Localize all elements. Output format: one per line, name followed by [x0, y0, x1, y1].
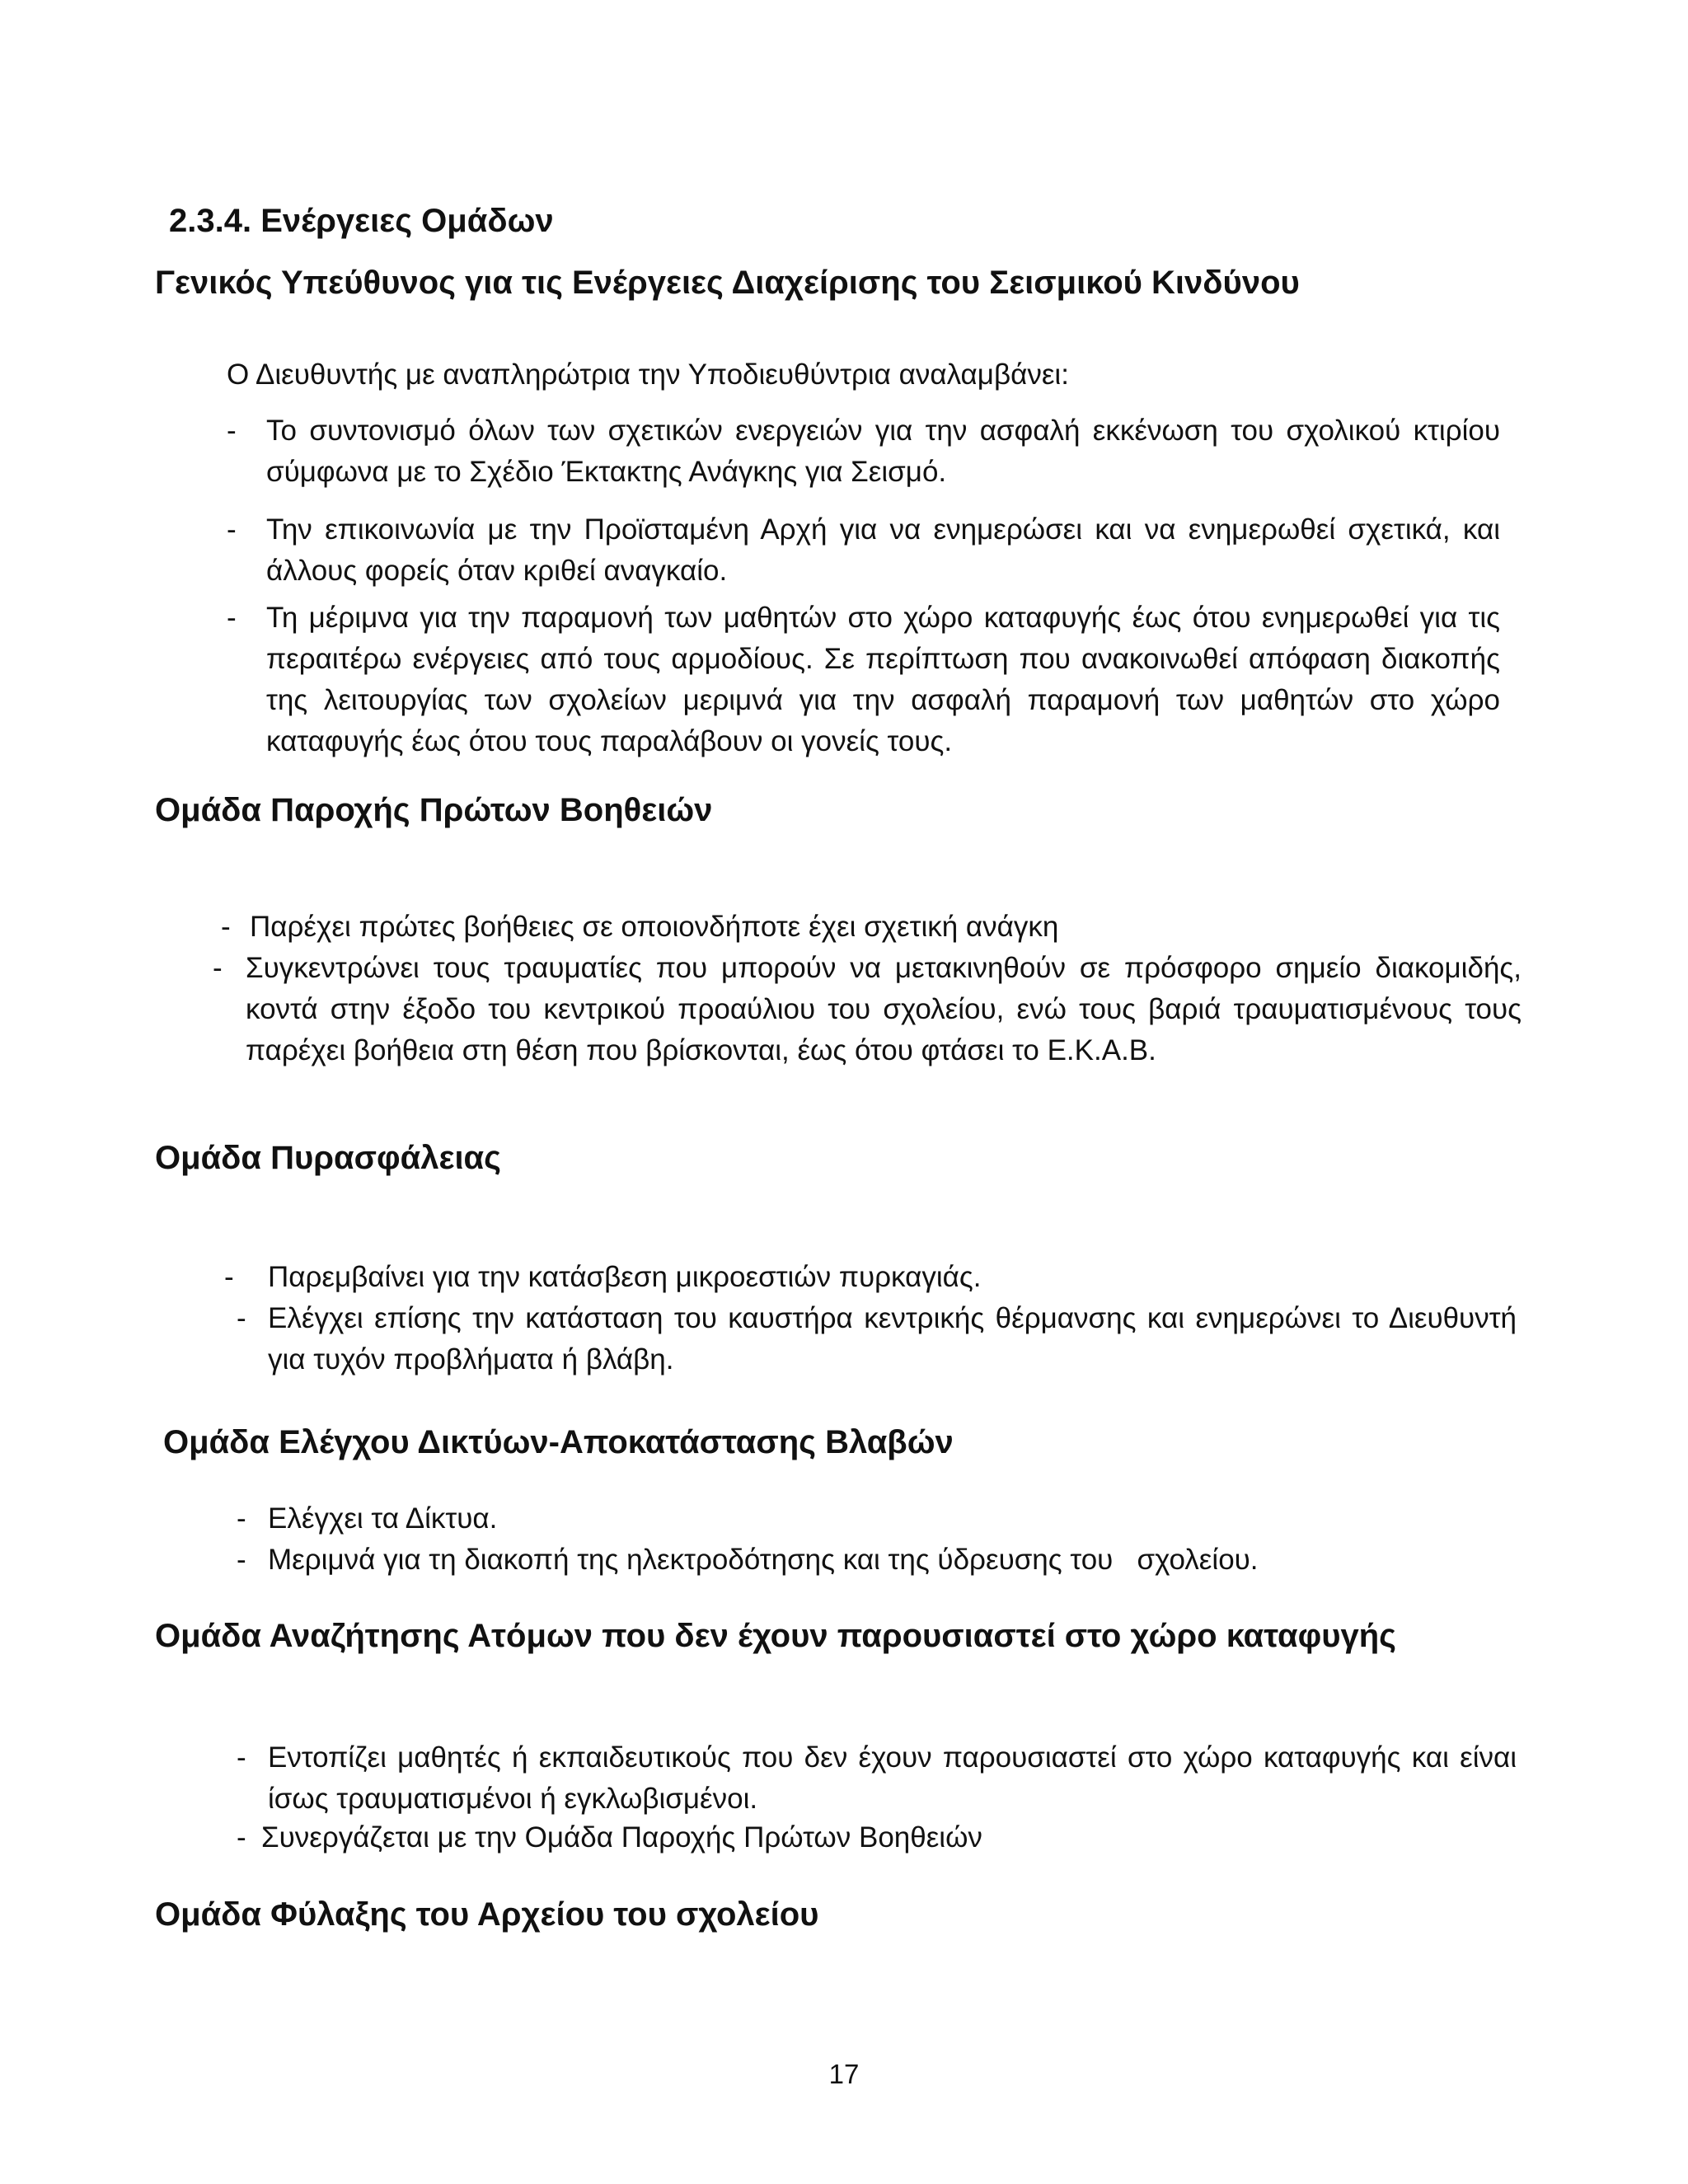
list-item-text: Ελέγχει τα Δίκτυα.	[268, 1502, 498, 1535]
list-item	[237, 1540, 1517, 1581]
general-intro: Ο Διευθυντής με αναπληρώτρια την Υποδιευθύντρια αναλαμβάνει:	[227, 359, 1069, 391]
bullet-dash: -	[237, 1544, 246, 1576]
fire-safety-heading: Ομάδα Πυρασφάλειας	[155, 1140, 501, 1176]
list-item	[213, 948, 1522, 1113]
list-item	[237, 1498, 1517, 1540]
bullet-dash: -	[237, 1302, 246, 1334]
list-item-text: Μεριμνά για τη διακοπή της ηλεκτροδότησης και της ύδρευσης του σχολείου.	[268, 1544, 1259, 1576]
first-aid-heading: Ομάδα Παροχής Πρώτων Βοηθειών	[155, 792, 713, 828]
list-item-text: Συνεργάζεται με την Ομάδα Παροχής Πρώτων Βοηθειών	[261, 1821, 982, 1854]
list-item	[227, 598, 1500, 762]
bullet-dash: -	[237, 1821, 246, 1854]
list-item-text: Το συντονισμό όλων των σχετικών ενεργειών για την ασφαλή εκκένωση του σχολικού κτιρίου σύμφωνα με το Σχέδιο Έκτακτης Ανάγκης για Σεισμό.	[266, 415, 1500, 488]
list-item	[224, 1257, 1517, 1298]
bullet-dash: -	[227, 513, 237, 546]
list-item-text: Την επικοινωνία με την Προϊσταμένη Αρχή για να ενημερώσει και να ενημερωθεί σχετικά, και άλλους φορείς όταν κριθεί αναγκαίο.	[266, 513, 1500, 587]
list-item	[227, 410, 1500, 493]
list-item	[237, 1298, 1517, 1380]
list-item-text: Συγκεντρώνει τους τραυματίες που μπορούν να μετακινηθούν σε πρόσφορο σημείο διακομιδής, κοντά στην έξοδο του κεντρικού προαύλιου του σχολείου, ενώ τους βαριά τραυματισμένους τους παρέχει βοήθεια στη θέση που βρίσκονται, έως ότου φτάσει το Ε.Κ.Α.Β.	[246, 952, 1522, 1066]
archive-heading: Ομάδα Φύλαξης του Αρχείου του σχολείου	[155, 1896, 819, 1933]
networks-heading: Ομάδα Ελέγχου Δικτύων-Αποκατάστασης Βλαβών	[163, 1424, 954, 1460]
list-item-text: Παρεμβαίνει για την κατάσβεση μικροεστιών πυρκαγιάς.	[268, 1261, 982, 1293]
bullet-dash: -	[237, 1741, 246, 1774]
bullet-dash: -	[237, 1502, 246, 1535]
general-heading: Γενικός Υπεύθυνος για τις Ενέργειες Διαχείρισης του Σεισμικού Κινδύνου	[155, 265, 1300, 301]
bullet-dash: -	[224, 1261, 234, 1293]
list-item-text: Εντοπίζει μαθητές ή εκπαιδευτικούς που δεν έχουν παρουσιαστεί στο χώρο καταφυγής και είναι ίσως τραυματισμένοι ή εγκλωβισμένοι.	[268, 1741, 1517, 1815]
list-item	[237, 1817, 1517, 1858]
bullet-dash: -	[227, 602, 237, 634]
list-item	[221, 907, 1522, 948]
list-item-text: Ελέγχει επίσης την κατάσταση του καυστήρα κεντρικής θέρμανσης και ενημερώνει το Διευθυντή για τυχόν προβλήματα ή βλάβη.	[268, 1302, 1517, 1376]
list-item-text: Παρέχει πρώτες βοήθειες σε οποιονδήποτε έχει σχετική ανάγκη	[250, 911, 1059, 943]
list-item-text: Τη μέριμνα για την παραμονή των μαθητών στο χώρο καταφυγής έως ότου ενημερωθεί για τις περαιτέρω ενέργειες από τους αρμοδίους. Σε περίπτωση που ανακοινωθεί απόφαση διακοπής της λειτουργίας των σχολείων μεριμνά για την ασφαλή παραμονή των μαθητών στο χώρο καταφυγής έως ότου τους παραλάβουν οι γονείς τους.	[266, 602, 1500, 757]
list-item	[227, 509, 1500, 592]
section-title: 2.3.4. Ενέργειες Ομάδων	[169, 203, 554, 239]
bullet-dash: -	[221, 911, 231, 943]
page-number: 17	[828, 2059, 860, 2089]
bullet-dash: -	[227, 415, 237, 447]
search-heading: Ομάδα Αναζήτησης Ατόμων που δεν έχουν παρουσιαστεί στο χώρο καταφυγής	[155, 1618, 1396, 1654]
list-item	[237, 1737, 1517, 1820]
bullet-dash: -	[213, 952, 223, 984]
